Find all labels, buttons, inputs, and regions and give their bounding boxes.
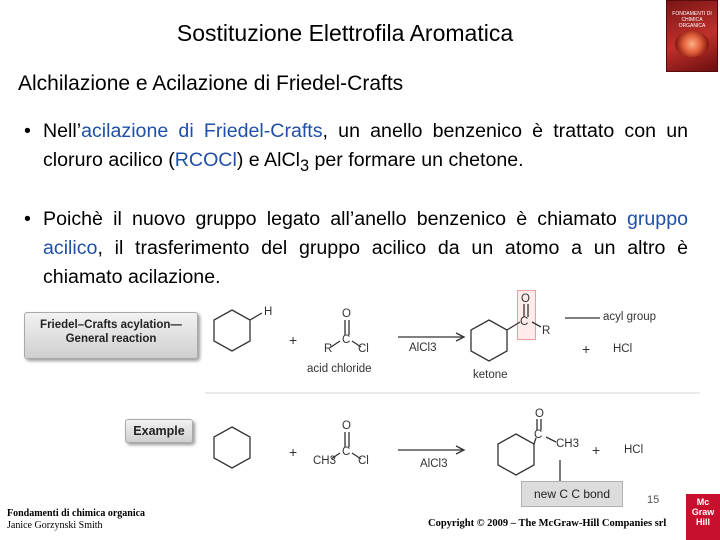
bullet-2-text: Poichè il nuovo gruppo legato all’anello benzenico è chiamato gruppo acilico, il trasferimento del gruppo acilico da un atomo a un altro è chiamato acilazione. (43, 208, 688, 288)
methyl-group: CH3 (556, 438, 580, 450)
benzene-ring (214, 310, 250, 351)
page-number: 15 (647, 494, 660, 506)
plus-sign: + (582, 341, 591, 357)
atom-c: C (534, 429, 543, 441)
atom-c: C (342, 334, 351, 346)
atom-r: R (542, 325, 551, 337)
atom-o: O (342, 420, 351, 432)
methyl-group: CH3 (313, 455, 337, 467)
plus-sign: + (289, 444, 298, 460)
hcl-label: HCl (613, 343, 633, 355)
bullet-dot: • (24, 208, 31, 230)
slide-title: Sostituzione Elettrofila Aromatica (176, 20, 514, 46)
benzene-ring (214, 427, 250, 468)
atom-cl: Cl (358, 343, 369, 355)
atom-c: C (342, 446, 351, 458)
slide-subtitle: Alchilazione e Acilazione di Friedel-Crafts (18, 72, 404, 95)
term-acyl-group: gruppo acilico (43, 208, 688, 259)
plus-sign: + (592, 442, 601, 458)
atom-o: O (342, 308, 351, 320)
footer-book-info (7, 508, 145, 532)
footer-copyright: Copyright © 2009 – The McGraw-Hill Companies srl (428, 518, 667, 529)
plus-sign: + (289, 332, 298, 348)
catalyst-label: AlCl3 (420, 458, 448, 470)
acyl-group-label: acyl group (603, 311, 657, 323)
new-bond-label: new C C bond (521, 481, 623, 507)
atom-o: O (521, 293, 530, 305)
footer-author: Janice Gorzynski Smith (7, 520, 103, 531)
catalyst-label: AlCl3 (409, 342, 437, 354)
example-label: Example (125, 419, 193, 443)
book-cover-title: FONDAMENTI DI CHIMICA ORGANICA (672, 11, 712, 29)
term-friedel-crafts-acylation: acilazione di Friedel-Crafts (81, 120, 323, 142)
atom-h: H (264, 306, 273, 318)
atom-o: O (535, 408, 544, 420)
bullet-1-text: Nell’acilazione di Friedel-Crafts, un anello benzenico è trattato con un cloruro acilico (RCOCl) e AlCl$_3$ per formare un chetone. (43, 120, 688, 175)
atom-r: R (324, 343, 333, 355)
atom-c: C (520, 316, 529, 328)
mcgraw-hill-logo: Mc Graw Hill (686, 494, 720, 540)
bullet-dot: • (24, 120, 31, 142)
atom-cl: Cl (358, 455, 369, 467)
product-caption: ketone (473, 369, 508, 381)
footer-book-title: Fondamenti di chimica organica (7, 508, 146, 519)
general-reaction-label: Friedel–Crafts acylation— General reaction (24, 312, 198, 359)
hcl-label: HCl (624, 444, 644, 456)
reagent-caption: acid chloride (307, 363, 372, 375)
benzene-ring (498, 434, 534, 475)
term-rcocl: RCOCl (174, 149, 237, 171)
benzene-ring (471, 320, 507, 361)
